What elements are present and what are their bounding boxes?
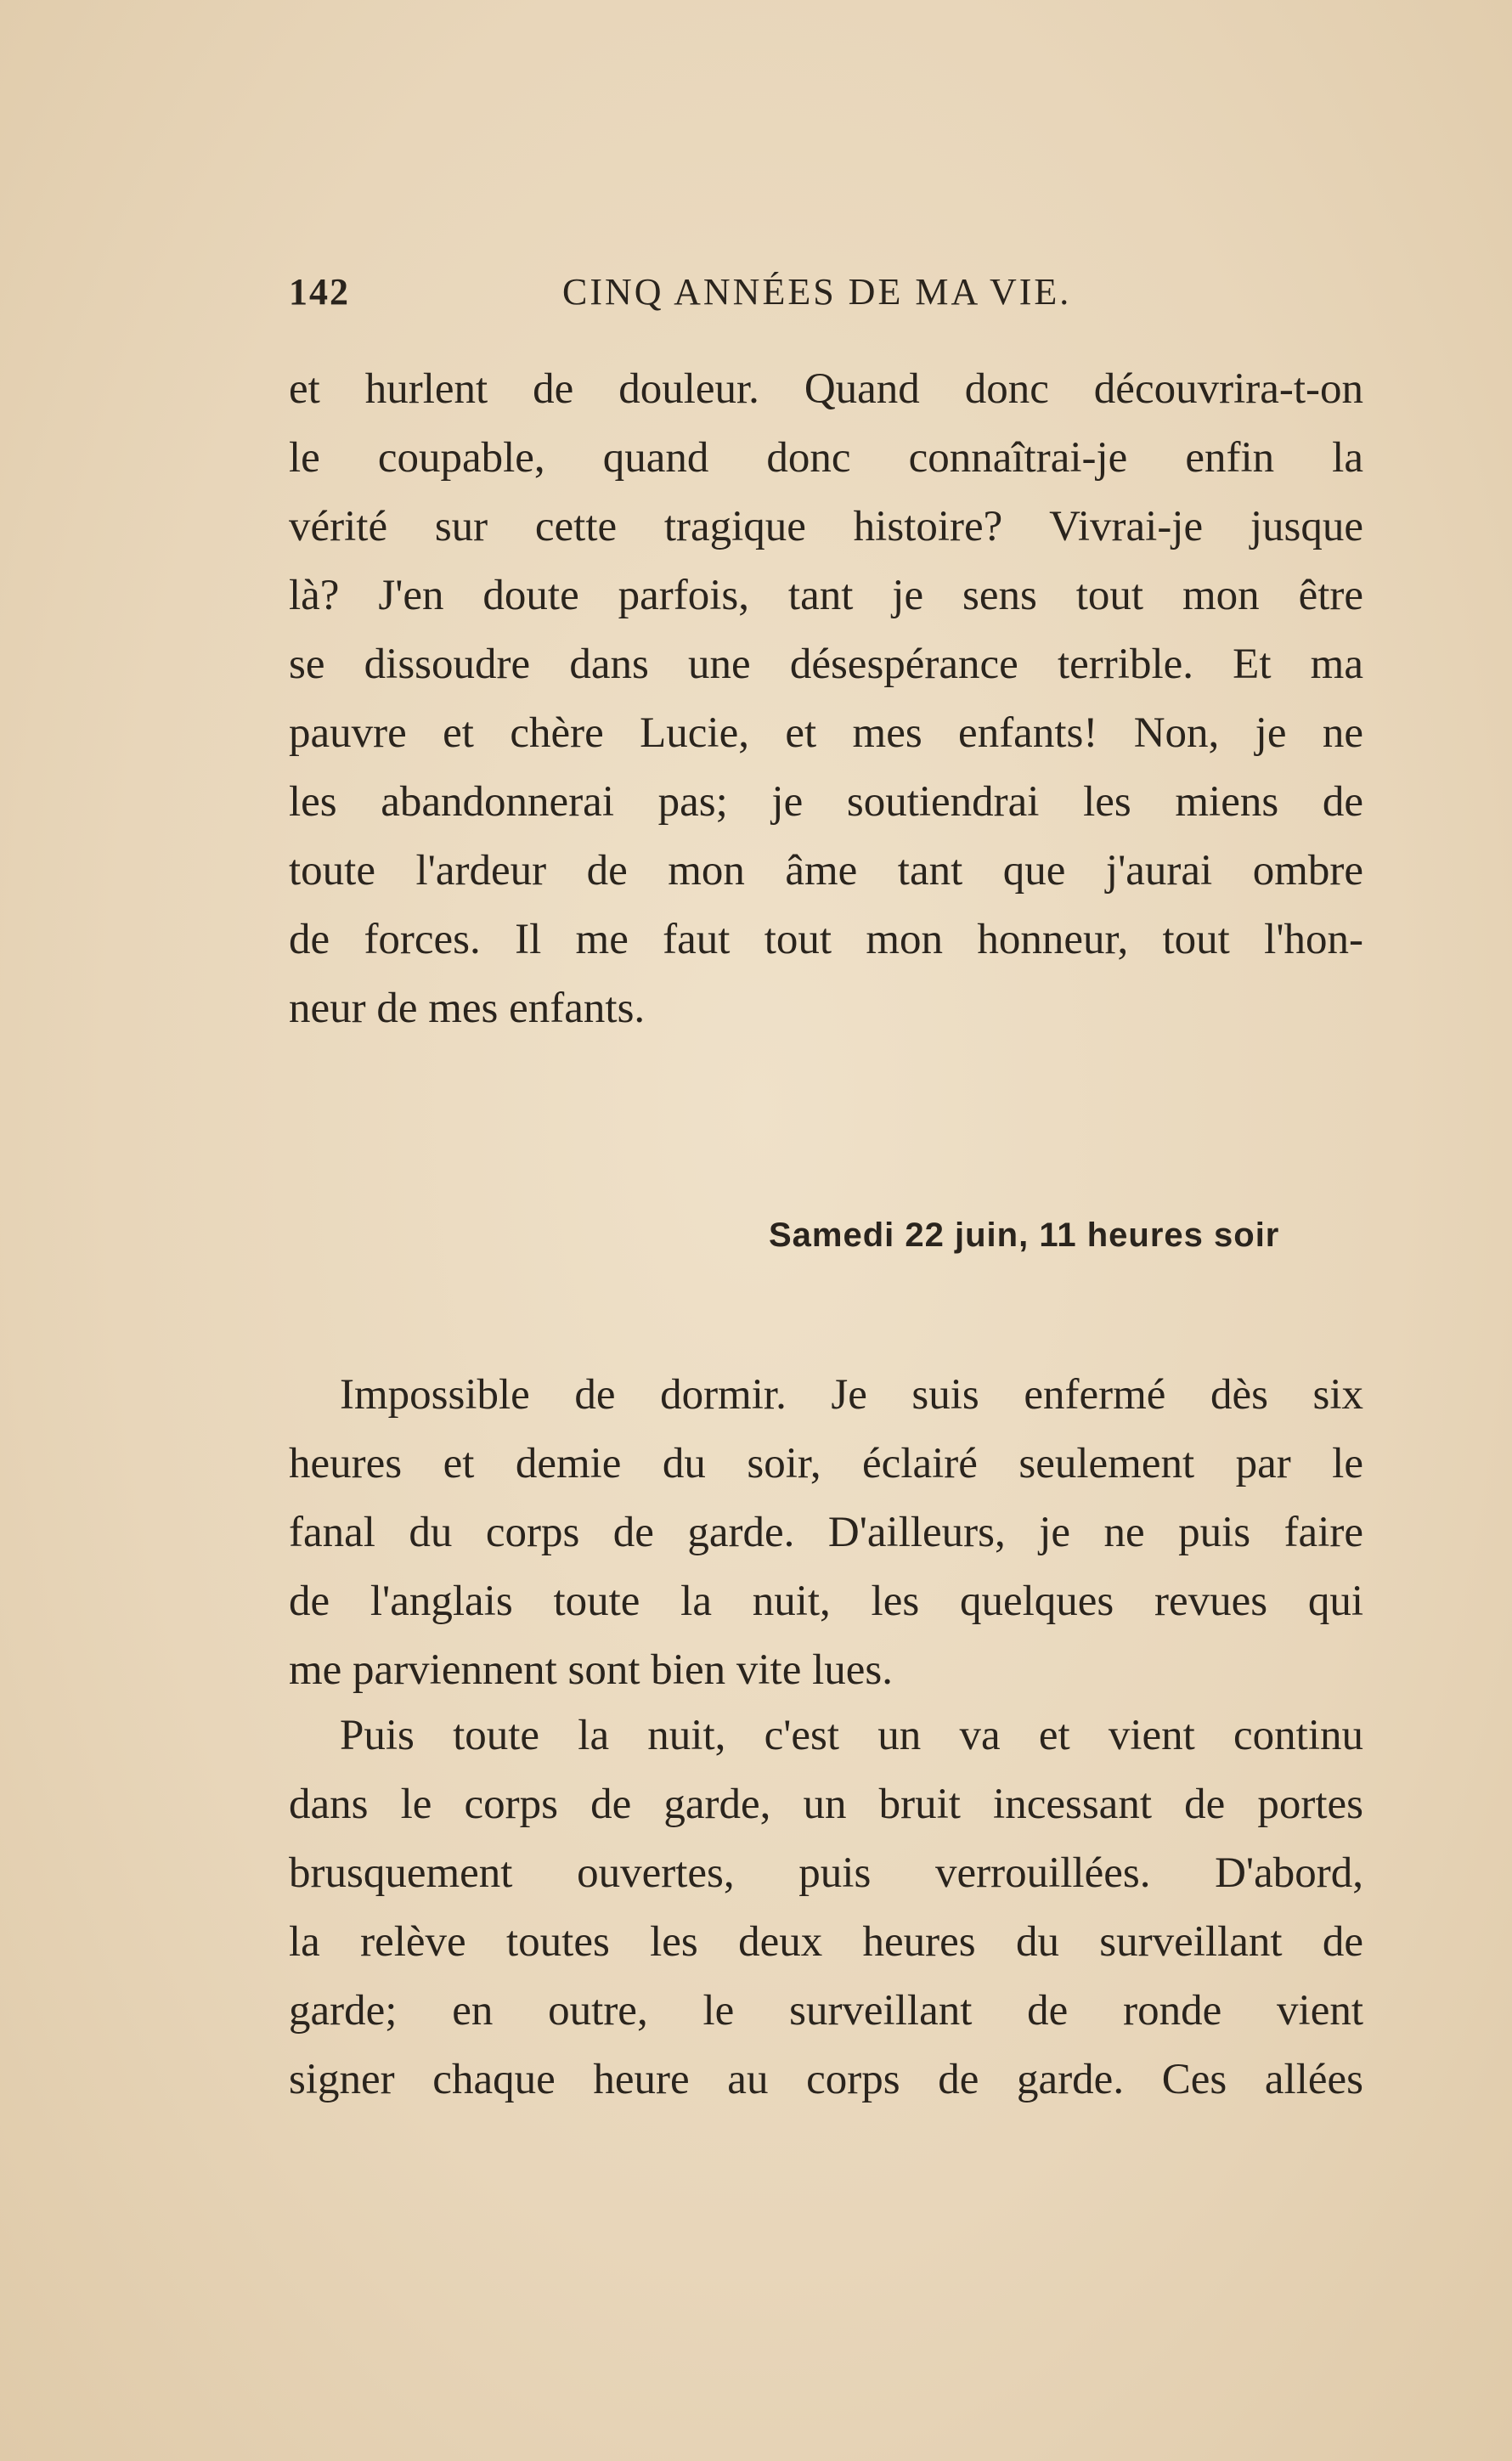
text-line: dans le corps de garde, un bruit incessant de portes	[289, 1781, 1363, 1828]
text-line: Puis toute la nuit, c'est un va et vient continu	[340, 1712, 1363, 1759]
text-line: vérité sur cette tragique histoire? Vivrai-je jusque	[289, 503, 1363, 550]
paragraph-2	[289, 1361, 1363, 1705]
text-line: les abandonnerai pas; je soutiendrai les miens de	[289, 778, 1363, 826]
text-line: là? J'en doute parfois, tant je sens tout mon être	[289, 572, 1363, 619]
text-line: signer chaque heure au corps de garde. Ces allées	[289, 2056, 1363, 2103]
diary-dateline: Samedi 22 juin, 11 heures soir	[769, 1216, 1280, 1254]
text-line: le coupable, quand donc connaîtrai-je enfin la	[289, 434, 1363, 482]
paragraph-3	[289, 1702, 1363, 2114]
text-line: heures et demie du soir, éclairé seulement par le	[289, 1440, 1363, 1487]
text-line: toute l'ardeur de mon âme tant que j'aurai ombre	[289, 847, 1363, 895]
page-number: 142	[289, 271, 350, 313]
text-line: Impossible de dormir. Je suis enfermé dès six	[340, 1371, 1363, 1419]
text-line: se dissoudre dans une désespérance terrible. Et ma	[289, 641, 1363, 688]
text-line: la relève toutes les deux heures du surveillant de	[289, 1918, 1363, 1966]
running-title: CINQ ANNÉES DE MA VIE.	[562, 271, 1072, 313]
text-line: de forces. Il me faut tout mon honneur, tout l'hon-	[289, 916, 1363, 963]
text-line: garde; en outre, le surveillant de ronde vient	[289, 1987, 1363, 2035]
paragraph-1	[289, 355, 1363, 1043]
text-line: me parviennent sont bien vite lues.	[289, 1646, 893, 1694]
running-header	[289, 270, 1363, 321]
text-line: fanal du corps de garde. D'ailleurs, je ne puis faire	[289, 1509, 1363, 1556]
text-line: brusquement ouvertes, puis verrouillées. D'abord,	[289, 1849, 1363, 1897]
text-line: et hurlent de douleur. Quand donc découvrira-t-on	[289, 365, 1363, 413]
text-line: de l'anglais toute la nuit, les quelques revues qui	[289, 1578, 1363, 1625]
text-line: neur de mes enfants.	[289, 985, 646, 1032]
text-line: pauvre et chère Lucie, et mes enfants! Non, je ne	[289, 709, 1363, 757]
